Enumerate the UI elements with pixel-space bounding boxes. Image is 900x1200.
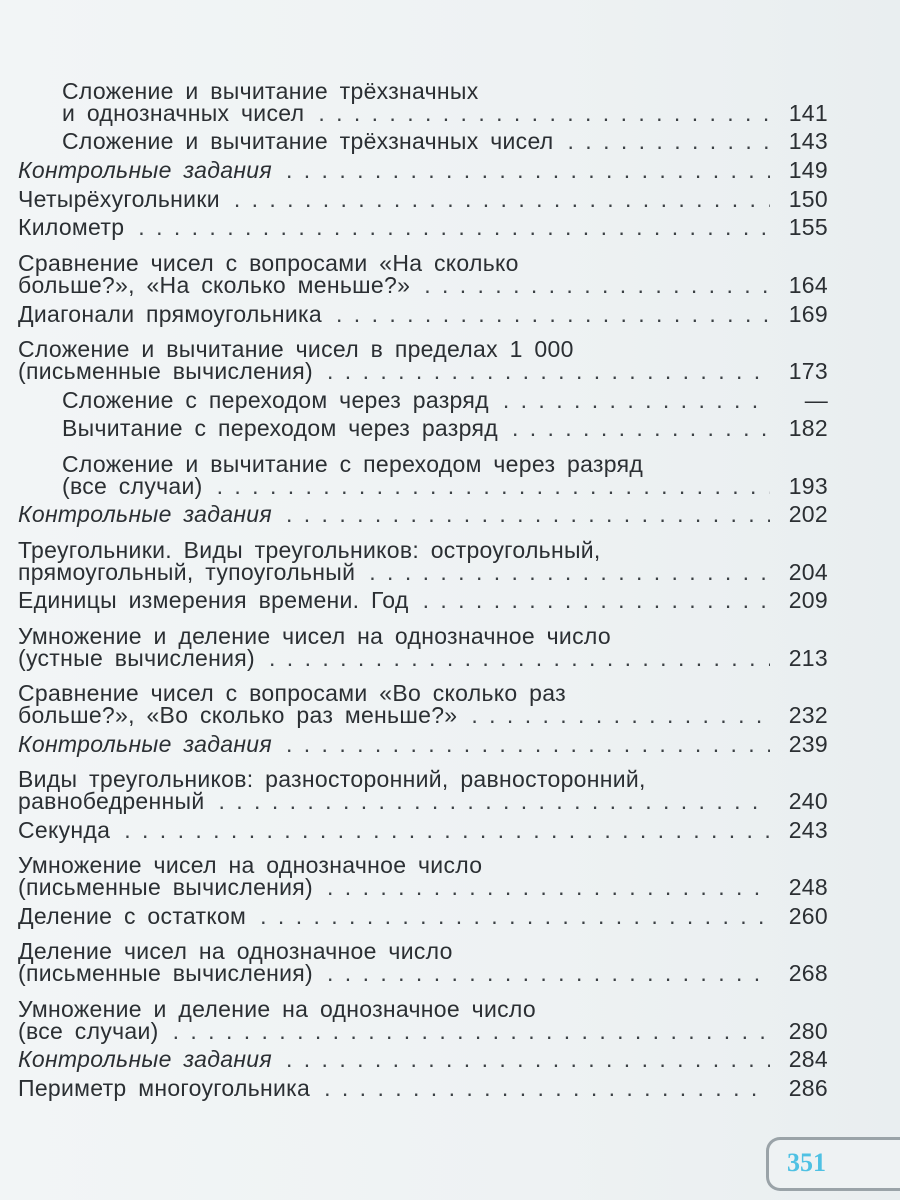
toc-line: [18, 472, 828, 501]
page-number-badge: [766, 1137, 900, 1191]
toc-line: [18, 414, 828, 443]
toc-entry-text: Сложение с переходом через разряд: [62, 386, 489, 413]
toc-line: [18, 70, 828, 104]
toc-line: [18, 1074, 828, 1103]
toc-page-number: 173: [788, 357, 828, 384]
toc-page-number: 260: [788, 902, 828, 929]
dot-leader: [512, 414, 770, 443]
toc-entry-text: Умножение и деление на однозначное число: [18, 995, 536, 1022]
toc-page-number: 268: [788, 960, 828, 987]
dot-leader: [496, 845, 770, 874]
toc-entry-text: (письменные вычисления): [18, 874, 314, 901]
toc-line: [18, 1017, 828, 1046]
toc-page-number: 149: [788, 157, 828, 184]
dot-leader: [234, 185, 770, 214]
toc-entry-text: (письменные вычисления): [18, 960, 314, 987]
toc-entry-text: (письменные вычисления): [18, 357, 314, 384]
toc-entry-text: (устные вычисления): [18, 644, 256, 671]
toc-entry-text: Четырёхугольники: [18, 185, 220, 212]
toc-entry-text: Сложение и вычитание с переходом через разряд: [62, 450, 644, 477]
toc-page-number: 209: [788, 587, 828, 614]
toc-entry-text: Контрольные задания: [18, 157, 272, 184]
dot-leader: [580, 672, 770, 701]
toc-page-number: 204: [788, 558, 828, 585]
toc-page-number: 240: [788, 788, 828, 815]
toc-entry-text: (все случаи): [18, 1017, 159, 1044]
toc-entry-text: больше?», «Во сколько раз меньше?»: [18, 702, 458, 729]
dot-leader: [423, 586, 770, 615]
dot-leader: [173, 1017, 770, 1046]
toc-entry-text: Единицы измерения времени. Год: [18, 587, 409, 614]
dot-leader: [260, 902, 770, 931]
toc-line: [18, 816, 828, 845]
dot-leader: [424, 271, 770, 300]
dot-leader: [124, 816, 770, 845]
toc-entry-text: (все случаи): [62, 472, 203, 499]
toc-entry-text: Вычитание с переходом через разряд: [62, 415, 498, 442]
toc-page-number: 213: [788, 644, 828, 671]
toc-entry-text: Контрольные задания: [18, 1046, 272, 1073]
dot-leader: [286, 730, 770, 759]
toc-line: [18, 500, 828, 529]
toc-line: [18, 156, 828, 185]
dot-leader: [318, 99, 770, 128]
toc-entry-text: Километр: [18, 214, 125, 241]
toc-page-number: 164: [788, 271, 828, 298]
toc-entry-text: равнобедренный: [18, 788, 205, 815]
toc-page-number: —: [804, 386, 828, 413]
toc-line: [18, 787, 828, 816]
toc-page-number: 169: [788, 300, 828, 327]
dot-leader: [369, 558, 770, 587]
toc-entry-text: Виды треугольников: разносторонний, равносторонний,: [18, 766, 646, 793]
toc-line: [18, 988, 828, 1022]
toc-entry-text: и однозначных чисел: [62, 99, 305, 126]
dot-leader: [286, 1045, 770, 1074]
toc-entry-text: Сложение и вычитание трёхзначных чисел: [62, 128, 554, 155]
toc-page-number: 280: [788, 1017, 828, 1044]
dot-leader: [493, 70, 770, 99]
toc-entry-text: Сравнение чисел с вопросами «На сколько: [18, 249, 519, 276]
toc-line: [18, 443, 828, 477]
toc-line: [18, 185, 828, 214]
dot-leader: [138, 213, 770, 242]
dot-leader: [327, 873, 770, 902]
toc-entry-text: Диагонали прямоугольника: [18, 300, 323, 327]
toc-line: [18, 357, 828, 386]
dot-leader: [327, 959, 770, 988]
dot-leader: [327, 357, 770, 386]
dot-leader: [533, 242, 770, 271]
table-of-contents: [18, 70, 828, 1103]
toc-page-number: 182: [788, 415, 828, 442]
toc-entry-text: Деление чисел на однозначное число: [18, 938, 453, 965]
dot-leader: [286, 500, 770, 529]
dot-leader: [217, 472, 770, 501]
toc-entry-text: больше?», «На сколько меньше?»: [18, 271, 411, 298]
toc-entry-text: Периметр многоугольника: [18, 1075, 311, 1102]
toc-line: [18, 644, 828, 673]
toc-page-number: 141: [788, 99, 828, 126]
toc-entry-text: Сложение и вычитание трёхзначных: [62, 77, 479, 104]
toc-line: [18, 300, 828, 329]
dot-leader: [550, 988, 770, 1017]
dot-leader: [286, 156, 770, 185]
toc-line: [18, 931, 828, 965]
dot-leader: [269, 644, 770, 673]
toc-page-number: 286: [788, 1075, 828, 1102]
toc-line: [18, 1045, 828, 1074]
toc-page-number: 202: [788, 501, 828, 528]
toc-line: [18, 99, 828, 128]
dot-leader: [657, 443, 770, 472]
toc-line: [18, 730, 828, 759]
toc-line: [18, 959, 828, 988]
toc-page-number: 143: [788, 128, 828, 155]
toc-page-number: 155: [788, 214, 828, 241]
toc-page-number: 193: [788, 472, 828, 499]
dot-leader: [625, 615, 770, 644]
toc-line: [18, 845, 828, 879]
toc-entry-text: Контрольные задания: [18, 730, 272, 757]
toc-entry-text: прямоугольный, тупоугольный: [18, 558, 356, 585]
page-number: 351: [787, 1148, 826, 1177]
dot-leader: [503, 386, 770, 415]
toc-entry-text: Сравнение чисел с вопросами «Во сколько раз: [18, 680, 566, 707]
toc-page-number: 248: [788, 874, 828, 901]
toc-line: [18, 586, 828, 615]
toc-entry-text: Деление с остатком: [18, 902, 247, 929]
toc-line: [18, 672, 828, 707]
toc-line: [18, 759, 828, 793]
toc-page-number: 284: [788, 1046, 828, 1073]
toc-line: [18, 328, 828, 362]
toc-line: [18, 386, 828, 415]
toc-line: [18, 701, 828, 730]
dot-leader: [660, 759, 770, 788]
toc-line: [18, 242, 828, 276]
toc-entry-text: Треугольники. Виды треугольников: остроугольный,: [18, 536, 601, 563]
toc-entry-text: Умножение чисел на однозначное число: [18, 852, 483, 879]
toc-line: [18, 529, 828, 563]
toc-page-number: 239: [788, 730, 828, 757]
toc-page-number: 232: [788, 702, 828, 729]
dot-leader: [588, 328, 770, 357]
toc-entry-text: Сложение и вычитание чисел в пределах 1 000: [18, 335, 574, 362]
dot-leader: [218, 787, 770, 816]
dot-leader: [324, 1074, 770, 1103]
toc-entry-text: Умножение и деление чисел на однозначное число: [18, 622, 611, 649]
toc-line: [18, 127, 828, 156]
toc-line: [18, 902, 828, 931]
dot-leader: [467, 931, 770, 960]
toc-line: [18, 873, 828, 902]
toc-entry-text: Контрольные задания: [18, 501, 272, 528]
dot-leader: [471, 701, 770, 730]
toc-line: [18, 615, 828, 649]
dot-leader: [568, 127, 770, 156]
toc-page-number: 150: [788, 185, 828, 212]
dot-leader: [615, 529, 770, 558]
toc-line: [18, 213, 828, 242]
toc-page-number: 243: [788, 816, 828, 843]
toc-entry-text: Секунда: [18, 816, 111, 843]
toc-line: [18, 558, 828, 587]
dot-leader: [336, 300, 770, 329]
